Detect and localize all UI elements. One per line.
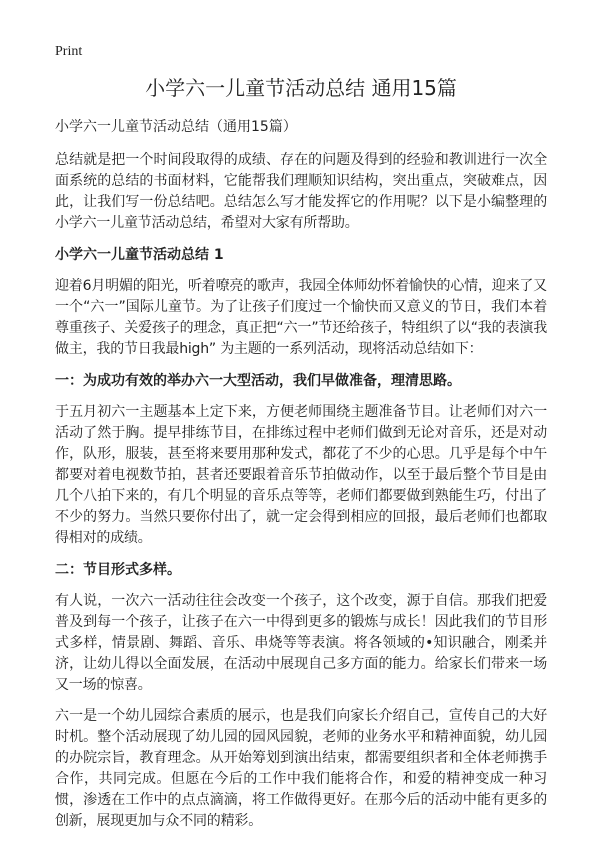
document <box>55 44 547 842</box>
page-title: 小学六一儿童节活动总结 通用15篇 <box>145 76 457 100</box>
subheading-one: 一：为成功有效的举办六一大型活动，我们早做准备，理清思路。 <box>55 373 461 389</box>
section-heading: 小学六一儿童节活动总结 1 <box>55 247 224 263</box>
paragraph: 迎着6月明媚的阳光，听着嘹亮的歌声，我园全体师幼怀着愉快的心情，迎来了又一个“六一”国际儿童节。为了让孩子们度过一个愉快而又意义的节日，我们本着尊重孩子、关爱孩子的理念，真正把“六一”节还给孩子，特组织了以“我的表演我做主，我的节日我最high” 为主题的一系列活动，现将活动总结如下： <box>55 278 547 357</box>
subtitle: 小学六一儿童节活动总结（通用15篇） <box>55 119 297 135</box>
paragraph: 六一是一个幼儿园综合素质的展示，也是我们向家长介绍自己，宣传自己的大好时机。整个活动展现了幼儿园的园风园貌，老师的业务水平和精神面貌，幼儿园的办院宗旨，教育理念。从开始筹划到演出结束，都需要组织者和全体老师携手合作，共同完成。但愿在今后的工作中我们能将合作，和爱的精神变成一种习惯，渗透在工作中的点点滴滴，将工作做得更好。在那今后的活动中能有更多的创新，展现更加与众不同的精彩。 <box>55 708 547 829</box>
paragraph: 有人说，一次六一活动往往会改变一个孩子，这个改变，源于自信。那我们把爱普及到每一个孩子，让孩子在六一中得到更多的锻炼与成长！因此我们的节目形式多样，情景剧、舞蹈、音乐、串烧等等表演。将各领域的•知识融合，刚柔并济，让幼儿得以全面发展，在活动中展现自己多方面的能力。给家长们带来一场又一场的惊喜。 <box>55 593 547 693</box>
print-link[interactable]: Print <box>55 44 83 59</box>
intro-paragraph: 总结就是把一个时间段取得的成绩、存在的问题及得到的经验和教训进行一次全面系统的总结的书面材料，它能帮我们理顺知识结构，突出重点，突破难点，因此，让我们写一份总结吧。总结怎么写才能发挥它的作用呢？以下是小编整理的小学六一儿童节活动总结，希望对大家有所帮助。 <box>55 152 547 231</box>
subheading-two: 二：节目形式多样。 <box>55 562 181 578</box>
paragraph: 于五月初六一主题基本上定下来，方便老师围绕主题准备节目。让老师们对六一活动了然于胸。提早排练节目，在排练过程中老师们做到无论对音乐，还是对动作，队形，服装，甚至将来要用那种发式，都花了不少的心思。几乎是每个中午都要对着电视数节拍，甚者还要跟着音乐节拍做动作，以至于最后整个节目是由几个八拍下来的，有几个明显的音乐点等等，老师们都要做到熟能生巧，付出了不少的努力。当然只要你付出了，就一定会得到相应的回报，最后老师们也都取得相对的成绩。 <box>55 404 547 546</box>
